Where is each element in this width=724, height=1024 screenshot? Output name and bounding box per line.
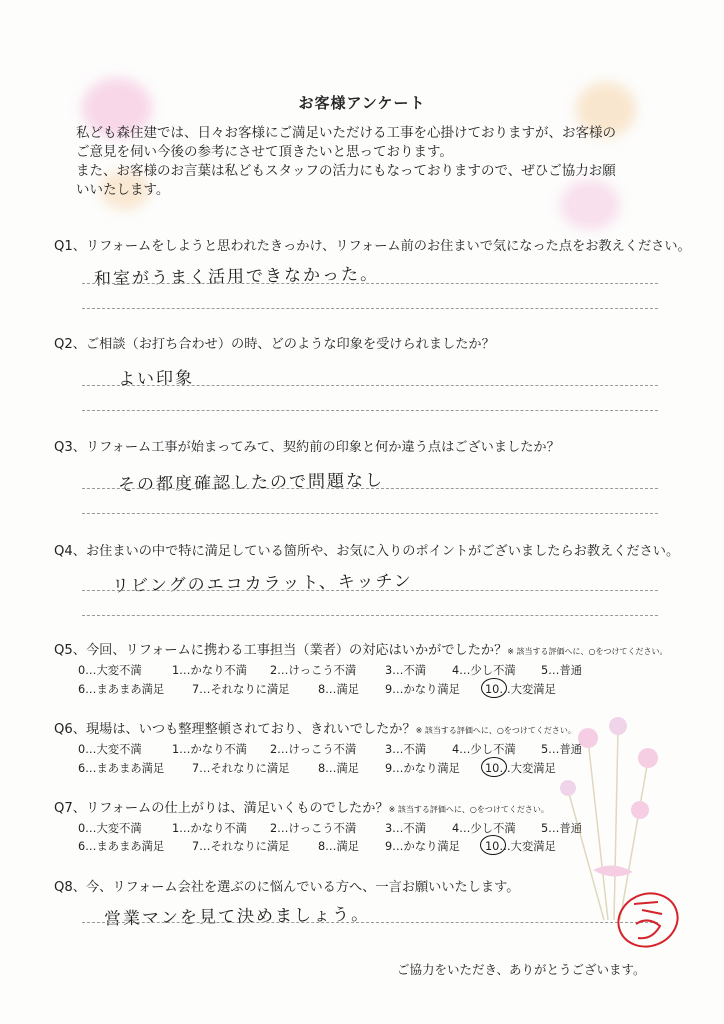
option-1: 1…かなり不満 (172, 743, 247, 756)
intro-line: また、お客様のお言葉は私どもスタッフの活力にもなっておりますので、ぜひご協力お願 (76, 163, 616, 179)
answer-line (82, 615, 658, 616)
question-4: Q4、お住まいの中で特に満足している箇所や、お気に入りのポイントがございましたらお教えください。 (54, 544, 680, 559)
option-4: 4…少し不満 (452, 743, 516, 756)
signature-stamp (612, 880, 692, 960)
intro-line: ご意見を伺い今後の参考にさせて頂きたいと思っております。 (76, 144, 453, 160)
answer-line (82, 385, 658, 386)
option-8: 8…満足 (318, 762, 360, 775)
option-5: 5…普通 (541, 664, 583, 677)
option-9: 9…かなり満足 (385, 762, 460, 775)
option-7: 7…それなりに満足 (192, 840, 290, 853)
question-3: Q3、リフォーム工事が始まってみて、契約前の印象と何か違う点はございましたか？ (54, 440, 560, 455)
answer-1: 和室がうまく活用できなかった。 (93, 264, 380, 290)
answer-line (82, 410, 658, 411)
option-10: 10…大変満足 (485, 683, 556, 696)
option-1: 1…かなり不満 (172, 822, 247, 835)
option-7: 7…それなりに満足 (192, 762, 290, 775)
option-8: 8…満足 (318, 683, 360, 696)
question-2: Q2、ご相談（お打ち合わせ）の時、どのような印象を受けられましたか？ (54, 337, 495, 352)
option-0: 0…大変不満 (78, 743, 142, 756)
page-title: お客様アンケート (298, 94, 426, 112)
answer-line (82, 308, 658, 309)
answer-line (82, 488, 658, 489)
question-5-text: Q5、今回、リフォームに携わる工事担当（業者）の対応はいかがでしたか？ (54, 643, 508, 658)
answer-line (82, 513, 658, 514)
option-3: 3…不満 (385, 743, 427, 756)
option-9: 9…かなり満足 (385, 683, 460, 696)
intro-line: いいたします。 (76, 182, 170, 198)
option-2: 2…けっこう不満 (270, 664, 357, 677)
question-6-note: ※ 該当する評価へに、○をつけてください。 (415, 726, 576, 735)
intro-text (76, 124, 676, 200)
question-6 (54, 718, 576, 737)
option-5: 5…普通 (541, 743, 583, 756)
question-7 (54, 797, 549, 816)
option-8: 8…満足 (318, 840, 360, 853)
selected-rating-circle (481, 757, 507, 777)
answer-8: 営業マンを見て決めましょう。 (103, 904, 371, 930)
option-0: 0…大変不満 (78, 822, 142, 835)
option-3: 3…不満 (385, 822, 427, 835)
question-7-note: ※ 該当する評価へに、○をつけてください。 (388, 805, 549, 814)
option-0: 0…大変不満 (78, 664, 142, 677)
selected-rating-circle (480, 835, 506, 855)
option-6: 6…まあまあ満足 (78, 840, 165, 853)
option-6: 6…まあまあ満足 (78, 762, 165, 775)
question-7-text: Q7、リフォームの仕上がりは、満足いくものでしたか？ (54, 801, 389, 816)
question-5 (54, 639, 668, 658)
question-5-note: ※ 該当する評価へに、○をつけてください。 (507, 647, 668, 656)
option-10: 10…大変満足 (485, 762, 556, 775)
question-6-text: Q6、現場は、いつも整理整頓されており、きれいでしたか？ (54, 722, 416, 737)
option-2: 2…けっこう不満 (270, 743, 357, 756)
option-10: 10…大変満足 (485, 840, 556, 853)
answer-line (82, 283, 658, 284)
option-6: 6…まあまあ満足 (78, 683, 165, 696)
option-9: 9…かなり満足 (385, 840, 460, 853)
question-1: Q1、リフォームをしようと思われたきっかけ、リフォーム前のお住まいで気になった点をお教えください。 (54, 239, 691, 254)
question-8: Q8、今、リフォーム会社を選ぶのに悩んでいる方へ、一言お願いいたします。 (54, 880, 520, 895)
answer-3: その都度確認したので問題なし (117, 470, 385, 496)
answer-4: リビングのエコカラット、キッチン (111, 571, 413, 597)
option-1: 1…かなり不満 (172, 664, 247, 677)
selected-rating-circle (481, 678, 507, 698)
option-4: 4…少し不満 (452, 664, 516, 677)
option-4: 4…少し不満 (452, 822, 516, 835)
option-7: 7…それなりに満足 (192, 683, 290, 696)
answer-line (82, 590, 658, 591)
option-5: 5…普通 (541, 822, 583, 835)
option-2: 2…けっこう不満 (270, 822, 357, 835)
closing-thanks: ご協力をいただき、ありがとうございます。 (397, 962, 646, 977)
option-3: 3…不満 (385, 664, 427, 677)
answer-2: よい印象 (117, 368, 195, 390)
intro-line: 私ども森住建では、日々お客様にご満足いただける工事を心掛けておりますが、お客様の (76, 125, 616, 141)
